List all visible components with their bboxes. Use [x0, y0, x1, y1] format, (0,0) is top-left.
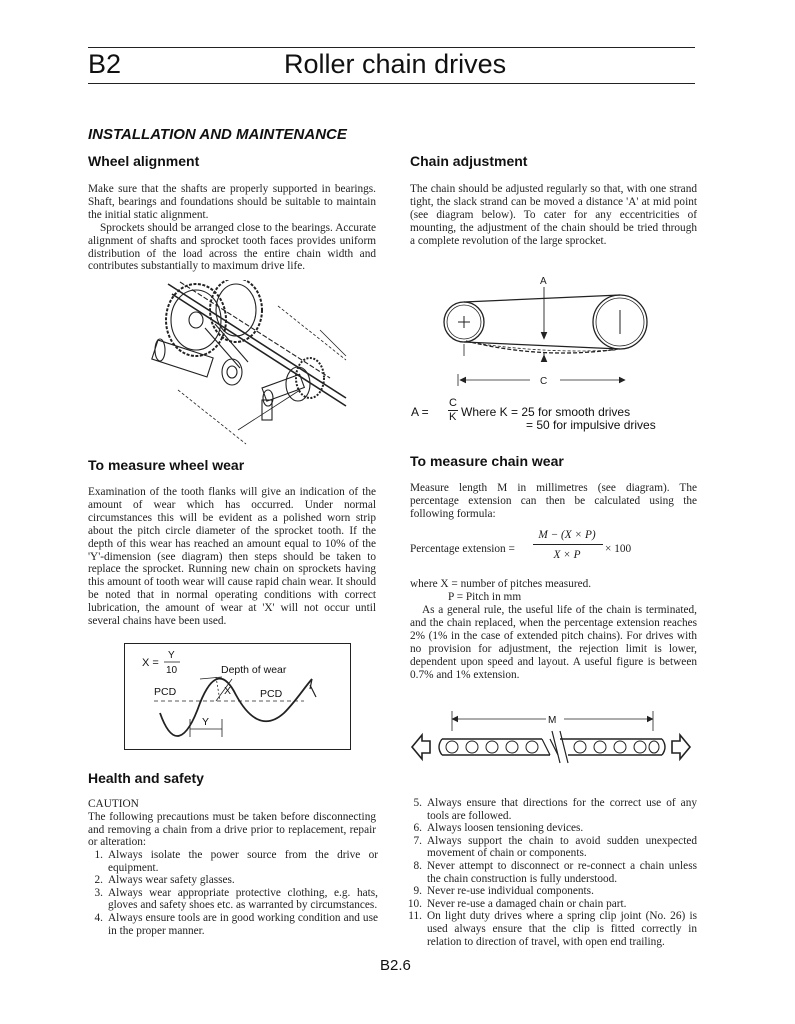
safety-list-left: [88, 849, 378, 937]
shaft-alignment-diagram: [150, 280, 355, 445]
header-top-rule: [88, 47, 695, 48]
pcd-left-label: PCD: [154, 686, 177, 698]
wheel-wear-heading: To measure wheel wear: [88, 457, 245, 473]
health-safety-heading: Health and safety: [88, 770, 204, 786]
y-label: Y: [202, 716, 210, 728]
label-c: C: [540, 376, 548, 387]
wheel-wear-text: [88, 486, 376, 628]
formula-a-numerator: C: [449, 397, 457, 409]
safety-item-2: 2. Always wear safety glasses.: [94, 874, 235, 887]
safety-item-3: 3. Always wear appropriate protective clothing, e.g. hats, gloves and safety shoes etc. as warranted by circumstances.: [94, 886, 378, 912]
chain-wear-heading: To measure chain wear: [410, 453, 564, 469]
formula-a-where-impulsive: = 50 for impulsive drives: [526, 418, 656, 432]
chain-wear-para-2: As a general rule, the useful life of the chain is terminated, and the chain replaced, when the percentage extension reaches 2% (1% in the case of extended pitch chains). For drives with no provision for adjustment, the rejection limit is lower, dependent upon speed and layout. A useful figure is between 0.7% and 1% extension.: [410, 604, 697, 681]
percentage-extension-label: Percentage extension =: [410, 543, 515, 555]
m-label: M: [548, 715, 557, 726]
safety-item-1: 1. Always isolate the power source from the drive or equipment.: [94, 849, 378, 874]
left-direction-arrow: [412, 735, 430, 759]
percentage-formula-bar: [533, 544, 603, 545]
wheel-alignment-para-1: Make sure that the shafts are properly supported in bearings. Shaft, bearings and foundations should be suitable to maintain the initial static alignment.: [88, 183, 376, 221]
page-number: B2.6: [380, 957, 411, 974]
small-sprocket: [444, 302, 484, 342]
formula-a-denominator: K: [449, 411, 457, 423]
x-formula-lhs: X =: [142, 657, 159, 669]
x-formula-numerator: Y: [168, 650, 175, 661]
formula-a-where: Where K = 25 for smooth drives: [461, 405, 631, 419]
safety-item-10: 10. Never re-use a damaged chain or chain part.: [407, 897, 627, 910]
chain-adjustment-diagram: [440, 272, 650, 392]
chain-wear-rule-text: [410, 604, 697, 681]
safety-item-7: 7. Always support the chain to avoid sudden unexpected movement of chain or components.: [413, 834, 697, 860]
caution-label: CAUTION: [88, 798, 139, 810]
chain-adjustment-para: The chain should be adjusted regularly so that, with one strand tight, the slack strand can be moved a distance 'A' at mid point (see diagram below). To cater for any eccentricities of mounting, the adjustment of the chain should be tried through a complete revolution of the large sprocket.: [410, 183, 697, 247]
roller-chain: [439, 731, 665, 763]
alignment-dimension-lines: [178, 306, 346, 444]
where-x-text: where X = number of pitches measured.: [410, 578, 592, 590]
chain-wear-para: Measure length M in millimetres (see diagram). The percentage extension can then be calculated using the following formula:: [410, 482, 697, 520]
pcd-right-label: PCD: [260, 688, 283, 700]
chain-adjustment-text: [410, 183, 697, 248]
safety-item-6: 6. Always loosen tensioning devices.: [413, 822, 584, 835]
safety-item-8: 8. Never attempt to disconnect or re-connect a chain unless the chain construction is fully understood.: [413, 859, 697, 885]
tooth-profile: [160, 679, 312, 736]
safety-item-9: 9. Never re-use individual components.: [413, 885, 594, 898]
lower-shaft: [262, 374, 304, 420]
x-label: X: [224, 685, 232, 697]
chain-wear-text: [410, 482, 697, 521]
large-sprocket: [593, 295, 647, 349]
tight-strand: [464, 295, 620, 302]
wheel-alignment-heading: Wheel alignment: [88, 153, 200, 169]
wheel-alignment-text: [88, 183, 376, 273]
percentage-formula-numerator: M − (X × P): [538, 529, 596, 541]
formula-a-lhs: A =: [411, 405, 429, 419]
right-direction-arrow: [672, 735, 690, 759]
label-a: A: [540, 276, 547, 287]
health-safety-intro-text: The following precautions must be taken before disconnecting and removing a chain from a drive prior to replacement, repair or alteration:: [88, 811, 376, 849]
upper-far-sprocket: [210, 280, 262, 342]
percentage-formula-multiplier: × 100: [605, 543, 632, 555]
safety-item-4: 4. Always ensure tools are in good working condition and use in the proper manner.: [94, 911, 378, 937]
wheel-wear-diagram: [124, 643, 351, 750]
header-section-code: B2: [88, 49, 122, 79]
where-p-text: P = Pitch in mm: [448, 591, 522, 603]
wheel-alignment-para-2: Sprockets should be arranged close to the bearings. Accurate alignment of shafts and sprocket tooth faces provides uniform distribution of the load across the entire chain width and contributes substantially to maximum drive life.: [88, 221, 376, 273]
header-bottom-rule: [88, 83, 695, 84]
x-formula-denominator: 10: [166, 665, 178, 676]
health-safety-intro: [88, 811, 376, 849]
safety-item-5: 5. Always ensure that directions for the correct use of any tools are followed.: [413, 797, 697, 822]
section-title: INSTALLATION AND MAINTENANCE: [88, 126, 347, 143]
depth-of-wear-label: Depth of wear: [221, 664, 287, 676]
safety-list-right: [407, 797, 697, 948]
chain-length-diagram: [410, 705, 692, 767]
wheel-wear-para: Examination of the tooth flanks will give an indication of the amount of wear which has occurred. Under normal circumstances this will be evident as a polished worn strip about the pitch circle diameter of the sprocket tooth. If the depth of this wear has reached an amount equal to 10% of the 'Y'-dimension (see diagram) then steps should be taken to replace the sprocket. Running new chain on sprockets having this amount of tooth wear will cause rapid chain wear. It should be noted that in normal operating conditions with correct lubrication, the amount of wear at 'X' will not occur until several chains have been used.: [88, 486, 376, 628]
safety-item-11: 11. On light duty drives where a spring clip joint (No. 26) is used always ensure that the clip is fitted correctly in relation to direction of travel, with open end trailing.: [408, 910, 697, 948]
percentage-formula-denominator: X × P: [553, 549, 581, 561]
chain-adjustment-heading: Chain adjustment: [410, 153, 528, 169]
chain-strands: [168, 282, 346, 406]
header-title: Roller chain drives: [284, 49, 507, 79]
